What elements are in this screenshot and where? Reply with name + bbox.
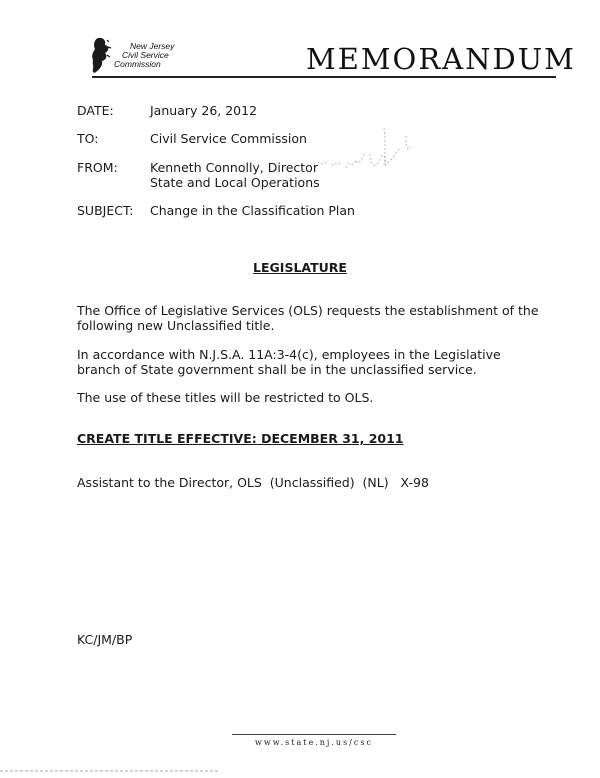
from-name: Kenneth Connolly, Director bbox=[150, 160, 318, 175]
paragraph-request: The Office of Legislative Services (OLS) requests the establishment of the following new Unclassified title. bbox=[77, 303, 539, 333]
date-label: DATE: bbox=[77, 103, 114, 118]
footer-url: www.state.nj.us/csc bbox=[255, 738, 373, 747]
subject-label: SUBJECT: bbox=[77, 203, 134, 218]
to-label: TO: bbox=[77, 131, 99, 146]
memo-title: MEMORANDUM bbox=[306, 42, 576, 76]
from-office: State and Local Operations bbox=[150, 175, 320, 190]
to-value: Civil Service Commission bbox=[150, 131, 307, 146]
create-title-heading: CREATE TITLE EFFECTIVE: DECEMBER 31, 2011 bbox=[77, 431, 404, 446]
nj-civil-service-logo bbox=[88, 36, 198, 76]
from-label: FROM: bbox=[77, 160, 118, 175]
section-heading: LEGISLATURE bbox=[253, 260, 347, 275]
scan-edge-artifact bbox=[0, 768, 600, 774]
title-entry: Assistant to the Director, OLS (Unclassified) (NL) X-98 bbox=[77, 475, 429, 490]
subject-value: Change in the Classification Plan bbox=[150, 203, 355, 218]
paragraph-restriction: The use of these titles will be restricted to OLS. bbox=[77, 390, 374, 405]
footer-divider bbox=[232, 734, 396, 735]
handwritten-signature bbox=[310, 124, 420, 194]
paragraph-statute: In accordance with N.J.S.A. 11A:3-4(c), employees in the Legislative branch of State government shall be in the unclassified service. bbox=[77, 347, 501, 377]
logo-line-1: New Jersey bbox=[130, 41, 175, 51]
logo-line-2: Civil Service bbox=[122, 50, 169, 60]
title-divider bbox=[92, 76, 556, 78]
logo-line-3: Commission bbox=[114, 59, 161, 69]
date-value: January 26, 2012 bbox=[150, 103, 258, 118]
initials: KC/JM/BP bbox=[77, 632, 133, 647]
